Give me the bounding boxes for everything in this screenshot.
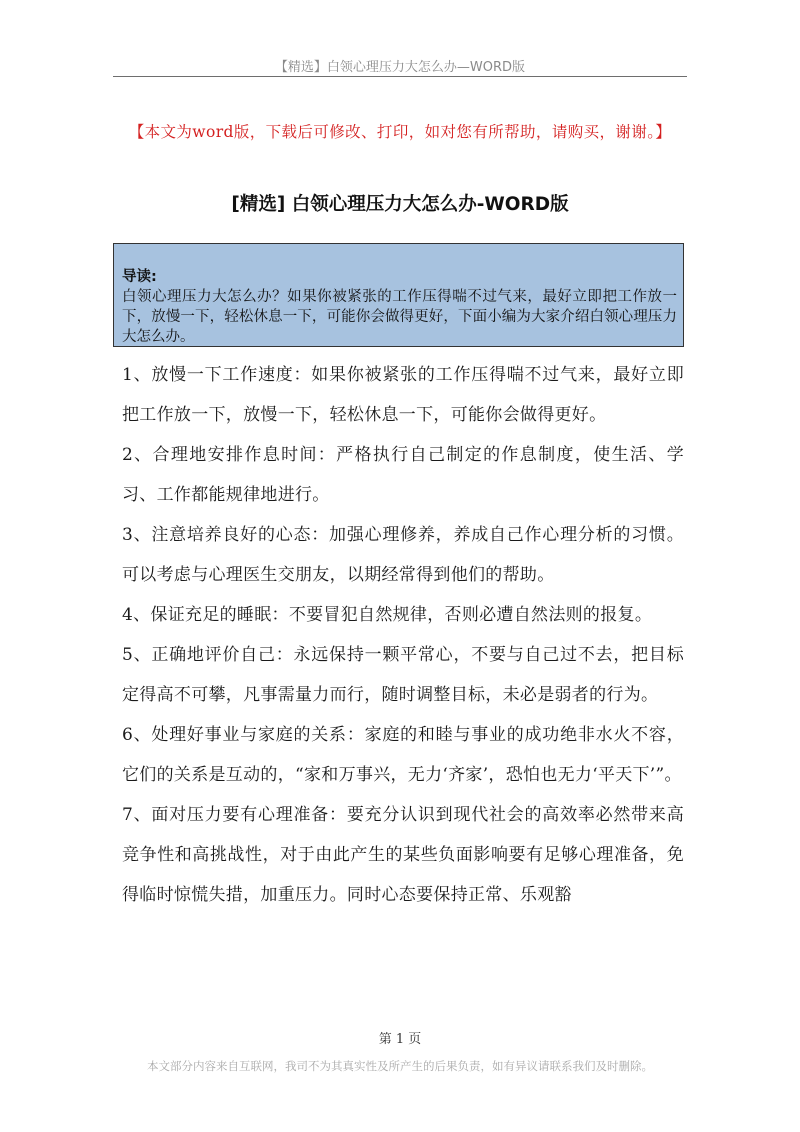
page-header: 【精选】白领心理压力大怎么办—WORD版 <box>274 60 526 75</box>
paragraph-7: 7、面对压力要有心理准备：要充分认识到现代社会的高效率必然带来高竞争性和高挑战性，对于由此产生的某些负面影响要有足够心理准备，免得临时惊慌失措，加重压力。同时心态要保持正常、乐观豁 <box>122 805 684 905</box>
footer-disclaimer: 本文部分内容来自互联网，我司不为其真实性及所产生的后果负责，如有异议请联系我们及时删除。 <box>147 1059 653 1073</box>
paragraph-3: 3、注意培养良好的心态：加强心理修养，养成自己作心理分析的习惯。可以考虑与心理医生交朋友，以期经常得到他们的帮助。 <box>122 525 684 585</box>
page-number: 第 1 页 <box>378 1032 422 1047</box>
header-divider <box>113 76 687 77</box>
paragraph-6: 6、处理好事业与家庭的关系：家庭的和睦与事业的成功绝非水火不容，它们的关系是互动的，“家和万事兴，无力‘齐家’，恐怕也无力‘平天下’”。 <box>122 725 684 785</box>
body-text <box>122 355 684 915</box>
paragraph-4: 4、保证充足的睡眠：不要冒犯自然规律，否则必遭自然法则的报复。 <box>122 605 653 625</box>
paragraph-2: 2、合理地安排作息时间：严格执行自己制定的作息制度，使生活、学习、工作都能规律地进行。 <box>122 445 684 505</box>
intro-text: 白领心理压力大怎么办？如果你被紧张的工作压得喘不过气来，最好立即把工作放一下，放慢一下，轻松休息一下，可能你会做得更好，下面小编为大家介绍白领心理压力大怎么办。 <box>122 289 677 345</box>
paragraph-5: 5、正确地评价自己：永远保持一颗平常心，不要与自己过不去，把目标定得高不可攀，凡事需量力而行，随时调整目标，未必是弱者的行为。 <box>122 645 684 705</box>
intro-box <box>113 243 684 347</box>
purchase-notice: 【本文为word版，下载后可修改、打印，如对您有所帮助，请购买，谢谢。】 <box>128 123 672 141</box>
intro-label: 导读: <box>122 269 157 285</box>
document-title: [精选] 白领心理压力大怎么办-WORD版 <box>231 194 569 215</box>
paragraph-1: 1、放慢一下工作速度：如果你被紧张的工作压得喘不过气来，最好立即把工作放一下，放慢一下，轻松休息一下，可能你会做得更好。 <box>122 365 684 425</box>
